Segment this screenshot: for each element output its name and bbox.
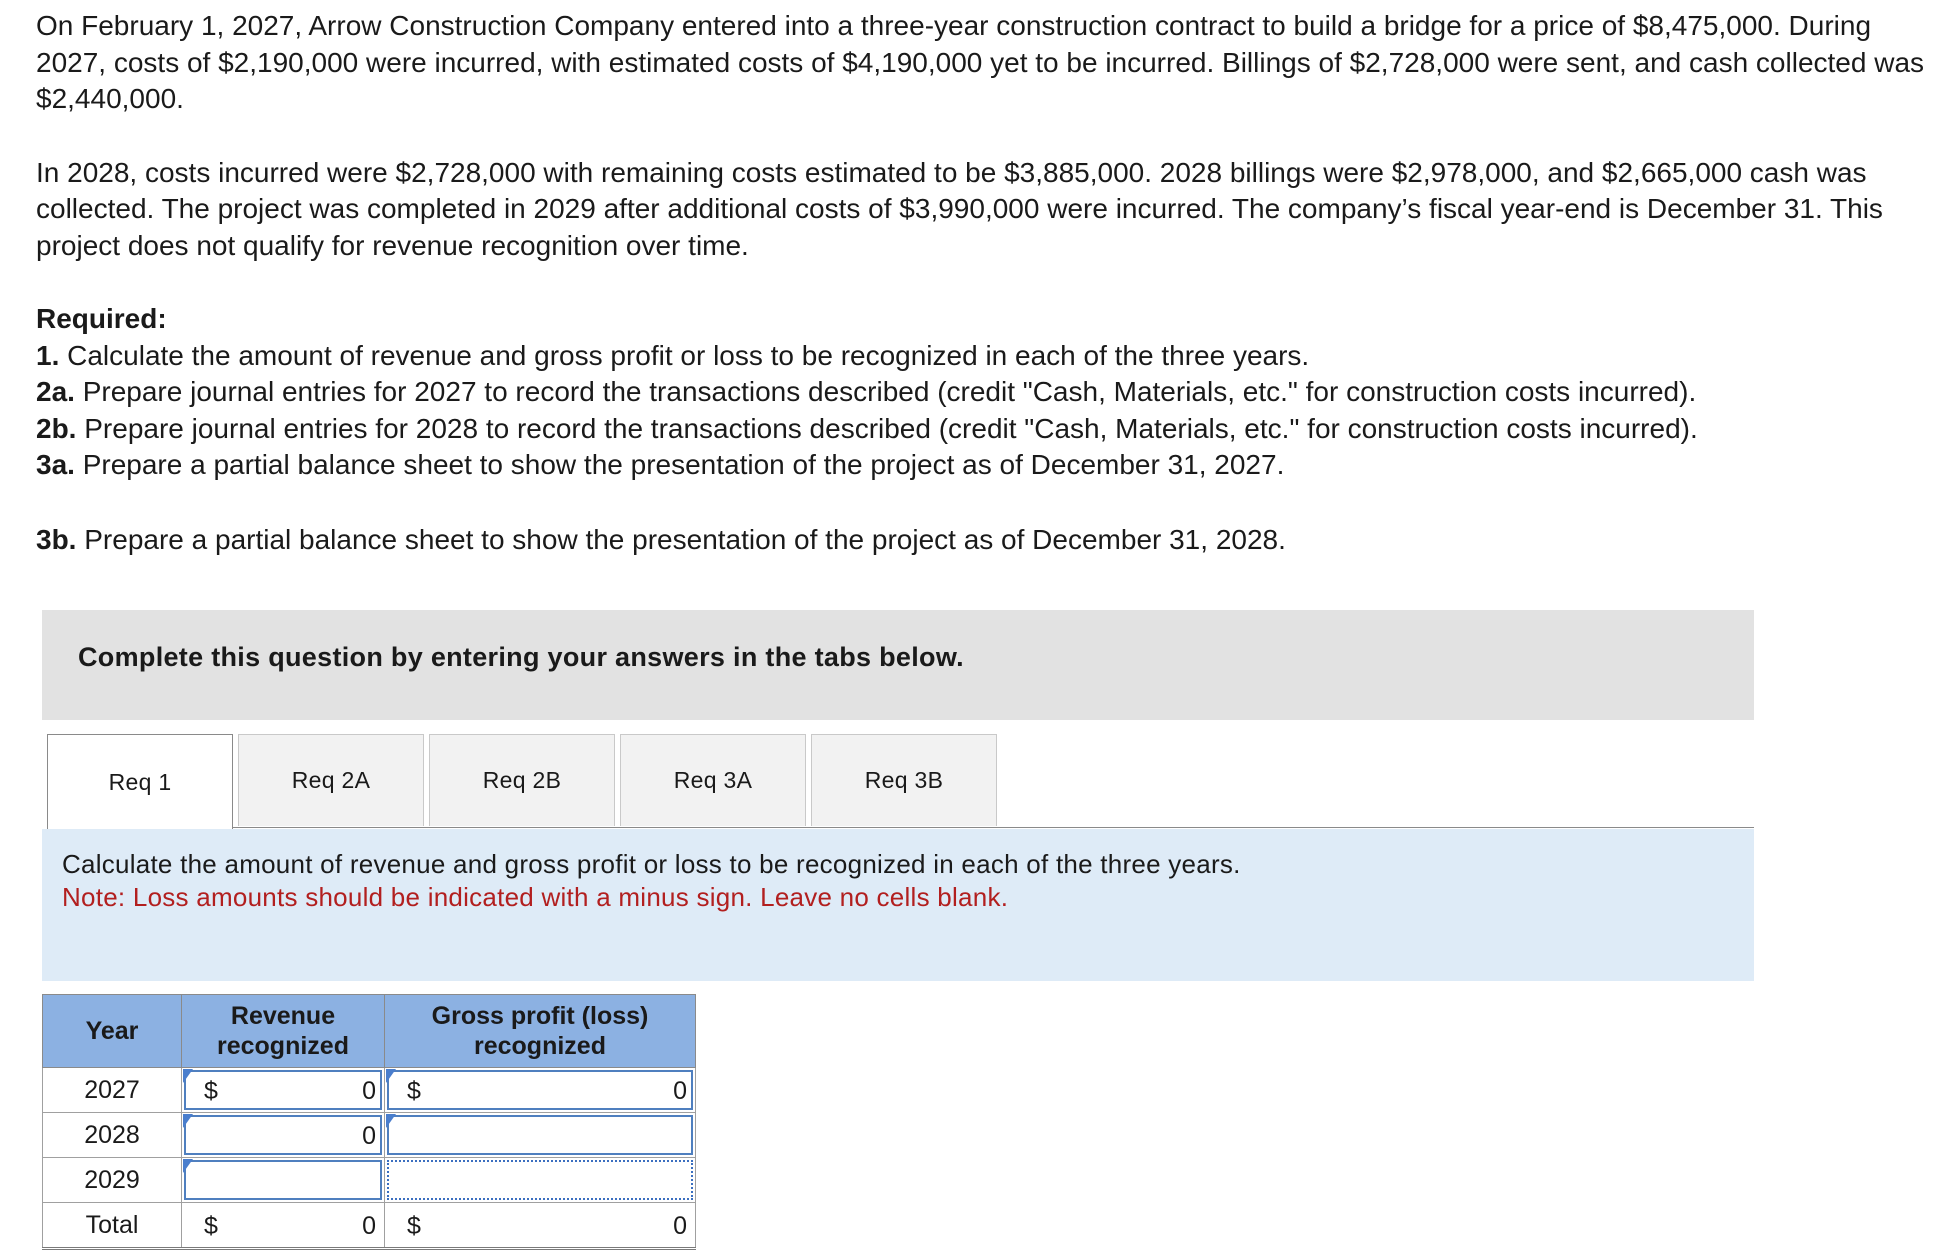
- cell-flag-icon: [183, 1114, 193, 1128]
- instruction-text: Calculate the amount of revenue and gross profit or loss to be recognized in each of the three years.: [62, 849, 1241, 879]
- cell-value: 0: [362, 1077, 376, 1105]
- cell-flag-icon: [386, 1069, 396, 1083]
- requirement-text: Prepare journal entries for 2028 to record the transactions described (credit "Cash, Materials, etc." for construction costs incurred).: [84, 412, 1698, 444]
- problem-text: [36, 8, 1926, 558]
- currency-symbol: $: [204, 1077, 218, 1105]
- currency-symbol: $: [204, 1212, 218, 1240]
- problem-paragraph-1: On February 1, 2027, Arrow Construction Company entered into a three-year construction contract to build a bridge for a price of $8,475,000. During 2027, costs of $2,190,000 were incurred, with estimated costs of $4,190,000 yet to be incurred. Billings of $2,728,000 were sent, and cash collected was $2,440,000.: [36, 10, 1925, 114]
- gross-profit-2028-input[interactable]: [385, 1113, 696, 1158]
- requirement-1: [36, 338, 1926, 375]
- requirement-2a: [36, 374, 1926, 411]
- cell-value: 0: [362, 1122, 376, 1150]
- tab-req-3a[interactable]: Req 3A: [620, 734, 806, 826]
- gross-profit-total: [385, 1203, 696, 1249]
- requirement-3b: [36, 522, 1926, 559]
- header-year: Year: [43, 995, 182, 1068]
- revenue-2027-input[interactable]: [182, 1068, 385, 1113]
- table-row-2028: [43, 1113, 696, 1158]
- revenue-2029-input[interactable]: [182, 1158, 385, 1203]
- table-row-2029: [43, 1158, 696, 1203]
- banner-text: Complete this question by entering your answers in the tabs below.: [78, 642, 964, 672]
- tab-req-2a[interactable]: Req 2A: [238, 734, 424, 826]
- tab-req-3b[interactable]: Req 3B: [811, 734, 997, 826]
- requirement-text: Prepare a partial balance sheet to show the presentation of the project as of December 31, 2028.: [84, 523, 1286, 555]
- revenue-2028-input[interactable]: [182, 1113, 385, 1158]
- instruction-note: Note: Loss amounts should be indicated with a minus sign. Leave no cells blank.: [62, 882, 1009, 912]
- currency-symbol: $: [407, 1077, 421, 1105]
- year-cell: 2028: [43, 1113, 182, 1158]
- cell-flag-icon: [183, 1069, 193, 1083]
- year-cell: 2029: [43, 1158, 182, 1203]
- question-instructions: [42, 829, 1754, 981]
- requirement-tabs: [42, 734, 1754, 828]
- tab-req-2b[interactable]: Req 2B: [429, 734, 615, 826]
- table-row-total: [43, 1203, 696, 1249]
- tab-divider: [232, 827, 1754, 828]
- cell-value: 0: [673, 1077, 687, 1105]
- header-revenue: Revenue recognized: [182, 995, 385, 1068]
- cell-flag-icon: [386, 1114, 396, 1128]
- requirement-2b: [36, 411, 1926, 448]
- instructions-banner: [42, 610, 1754, 720]
- cell-value: 0: [673, 1212, 687, 1240]
- requirement-number: 2b.: [36, 412, 77, 444]
- cell-flag-icon: [183, 1159, 193, 1173]
- year-cell: Total: [43, 1203, 182, 1249]
- gross-profit-2027-input[interactable]: [385, 1068, 696, 1113]
- requirement-text: Prepare a partial balance sheet to show the presentation of the project as of December 31, 2027.: [82, 449, 1285, 480]
- revenue-total: [182, 1203, 385, 1249]
- table-row-2027: [43, 1068, 696, 1113]
- tab-req-1[interactable]: Req 1: [47, 734, 233, 829]
- requirement-text: Prepare journal entries for 2027 to record the transactions described (credit "Cash, Materials, etc." for construction costs incurred).: [82, 376, 1697, 407]
- required-heading: Required:: [36, 303, 167, 334]
- year-cell: 2027: [43, 1068, 182, 1113]
- requirement-number: 1.: [36, 339, 60, 371]
- requirement-text: Calculate the amount of revenue and gross profit or loss to be recognized in each of the three years.: [67, 339, 1310, 371]
- requirement-number: 3a.: [36, 449, 75, 480]
- requirement-number: 2a.: [36, 376, 75, 407]
- currency-symbol: $: [407, 1212, 421, 1240]
- revenue-gross-profit-table: [42, 994, 696, 1250]
- problem-paragraph-2: In 2028, costs incurred were $2,728,000 with remaining costs estimated to be $3,885,000. 2028 billings were $2,978,000, and $2,665,000 cash was collected. The project was completed in 2029 after additional costs of $3,990,000 were incurred. The company’s fiscal year-end is December 31. This project does not qualify for revenue recognition over time.: [36, 156, 1883, 261]
- requirement-3a: [36, 447, 1926, 484]
- requirement-number: 3b.: [36, 523, 77, 555]
- gross-profit-2029-cell[interactable]: [385, 1158, 696, 1203]
- header-gross-profit: Gross profit (loss) recognized: [385, 995, 696, 1068]
- cell-value: 0: [362, 1212, 376, 1240]
